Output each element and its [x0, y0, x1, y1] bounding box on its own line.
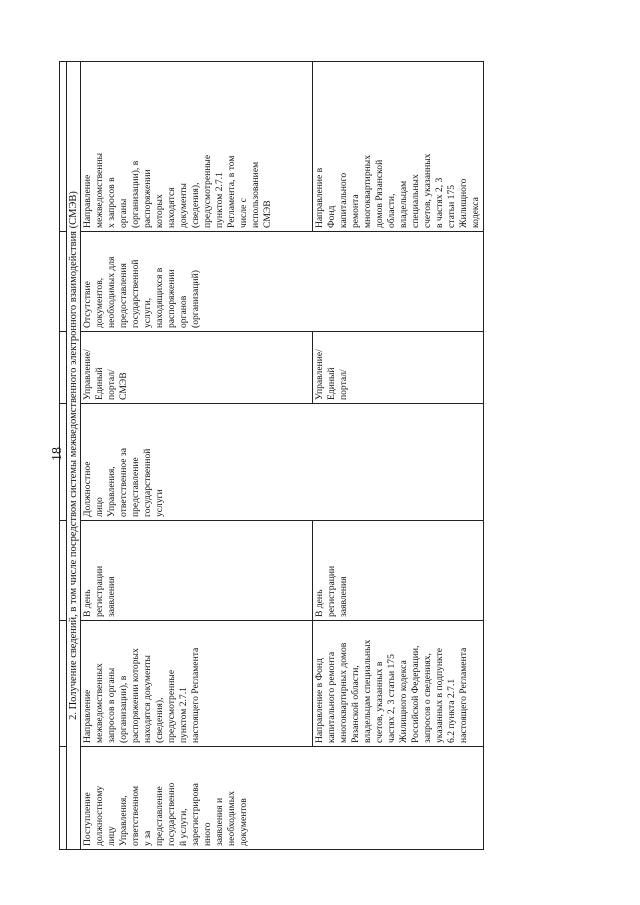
cell-line: й услуги, [178, 808, 189, 846]
cell-result [313, 62, 484, 232]
cell-line: предоставления [118, 263, 130, 328]
cell-line: Жилищного [457, 178, 469, 228]
cell-line: В день [82, 589, 94, 617]
section-header: 2. Получение сведений, в том числе посредством системы межведомственного электронного взаимодействия (СМЭВ) [67, 62, 81, 850]
table-row-blank [60, 62, 67, 850]
cell-place [81, 332, 313, 404]
cell-line: СМЭВ [261, 200, 273, 228]
cell-line: Поступление [82, 792, 94, 846]
cell-responsible [81, 404, 484, 521]
cell-line: многоквартирных [362, 155, 374, 228]
cell-line: (сведения), [154, 697, 166, 743]
cell-line: представление [130, 457, 142, 517]
cell-line: Регламента, в том [225, 155, 237, 228]
blank-cell [60, 621, 67, 747]
cell-line: у за [142, 830, 154, 846]
cell-line: распоряжении [142, 169, 154, 228]
cell-line: Отсутствие [82, 281, 94, 328]
cell-line: кодекса [469, 197, 481, 228]
cell-line: статьи 175 [445, 184, 457, 228]
cell-line: зарегистрирова [189, 783, 201, 846]
blank-cell [60, 747, 67, 850]
cell-result [81, 62, 313, 232]
cell-line: Направление в Фонд [314, 658, 326, 743]
cell-line: документов, [94, 277, 106, 328]
cell-line: (организации), в [118, 675, 130, 743]
cell-line: Российской Федерации, [410, 645, 421, 743]
cell-line: документов [237, 798, 249, 846]
cell-line: использованием [249, 161, 261, 228]
cell-line: Направление в [314, 167, 326, 228]
cell-line: Рязанской области, [350, 665, 362, 743]
blank-cell [60, 332, 67, 404]
blank-cell [60, 521, 67, 621]
cell-line: пунктом 2.7.1 [178, 687, 189, 743]
cell-line: необходимых для [106, 256, 118, 328]
cell-line: запросов в органы [106, 667, 118, 743]
cell-line: области, [386, 193, 398, 228]
cell-line: нного [201, 822, 213, 846]
cell-action [313, 621, 484, 747]
cell-line: распоряжении [166, 269, 178, 328]
cell-line: ответственное за [118, 448, 130, 517]
cell-line: находящихся в [154, 267, 166, 328]
cell-line: указанных в подпункте [433, 647, 445, 743]
cell-line: пунктом 2.7.1 [213, 172, 225, 228]
cell-line: услуги, [142, 297, 154, 328]
cell-line: которых [154, 194, 166, 228]
cell-line: домов Рязанской [374, 159, 386, 228]
cell-line: регистрации [94, 565, 106, 617]
cell-line: должностному [94, 785, 106, 846]
cell-line: капитального [338, 172, 350, 228]
cell-line: счетов, указанных [421, 153, 433, 228]
cell-line: (организаций) [189, 270, 201, 328]
cell-term [313, 521, 484, 621]
cell-line: государственной [130, 259, 142, 328]
cell-basis [81, 747, 484, 850]
cell-line: портал/ [106, 369, 118, 400]
cell-line: регистрации [326, 565, 338, 617]
cell-action [81, 621, 313, 747]
cell-line: СМЭВ [118, 372, 130, 400]
cell-line: распоряжении которых [130, 648, 142, 743]
cell-line: предусмотренные [201, 154, 213, 228]
cell-line: х запросов в [106, 177, 118, 228]
cell-line: Управление/ [314, 349, 326, 400]
cell-line: ответственном [130, 785, 142, 846]
table-row-section-header [67, 62, 81, 850]
cell-line: Управления, [118, 795, 130, 846]
cell-line: (сведения), [189, 182, 201, 228]
cell-line: Управления, [106, 466, 118, 517]
cell-line: Фонд [326, 205, 338, 228]
cell-line: владельцам специальных [362, 639, 374, 743]
blank-cell [60, 232, 67, 332]
cell-line: (организации), в [130, 160, 142, 228]
cell-line: в частях 2, 3 [433, 177, 445, 228]
cell-line: запросов о сведениях, [421, 653, 433, 743]
cell-line: находятся [166, 187, 178, 228]
cell-line: лицо [94, 497, 106, 517]
cell-line: Единый [326, 367, 338, 400]
cell-line: государственной [142, 448, 154, 517]
blank-cell [60, 62, 67, 232]
cell-term [81, 521, 313, 621]
cell-line: капитального ремонта [326, 651, 338, 743]
cell-criteria [81, 232, 484, 332]
cell-line: органов [178, 295, 189, 328]
cell-line: Единый [94, 367, 106, 400]
procedure-table [59, 61, 484, 850]
cell-line: органы [118, 198, 130, 228]
table-row [81, 62, 313, 850]
cell-line: Направление [82, 174, 94, 228]
cell-line: необходимых [225, 791, 237, 846]
cell-line: заявления и [213, 797, 225, 846]
cell-place [313, 332, 484, 404]
cell-line: многоквартирных домов [338, 642, 350, 743]
cell-line: межведомственных [94, 663, 106, 743]
rotated-table-container [59, 62, 481, 850]
cell-line: заявления [338, 576, 350, 617]
cell-line: числе с [237, 198, 249, 228]
cell-line: счетов, указанных в [374, 661, 386, 743]
cell-line: заявления [106, 576, 118, 617]
cell-line: владельцам [398, 180, 410, 228]
cell-line: настоящего Регламента [457, 647, 469, 743]
cell-line: 6.2 пункта 2.7.1 [445, 678, 457, 743]
cell-line: ремонта [350, 194, 362, 228]
blank-cell [60, 404, 67, 521]
cell-line: услуги [154, 489, 166, 517]
page-number: 18 [50, 447, 65, 461]
cell-line: Жилищного кодекса [398, 660, 410, 743]
cell-line: представление [154, 786, 166, 846]
cell-line: Должностное [82, 461, 94, 517]
cell-line: частях 2, 3 статьи 175 [386, 654, 398, 743]
cell-line: государственно [166, 782, 178, 846]
cell-line: специальных [410, 174, 421, 228]
cell-line: настоящего Регламента [189, 647, 201, 743]
cell-line: документы [178, 183, 189, 228]
cell-line: предусмотренные [166, 669, 178, 743]
cell-line: межведомственны [94, 152, 106, 228]
cell-line: лицу [106, 826, 118, 846]
cell-line: портал/ [338, 369, 350, 400]
cell-line: Управление/ [82, 349, 94, 400]
cell-line: Направление [82, 689, 94, 743]
cell-line: В день [314, 589, 326, 617]
cell-line: находятся документы [142, 655, 154, 743]
